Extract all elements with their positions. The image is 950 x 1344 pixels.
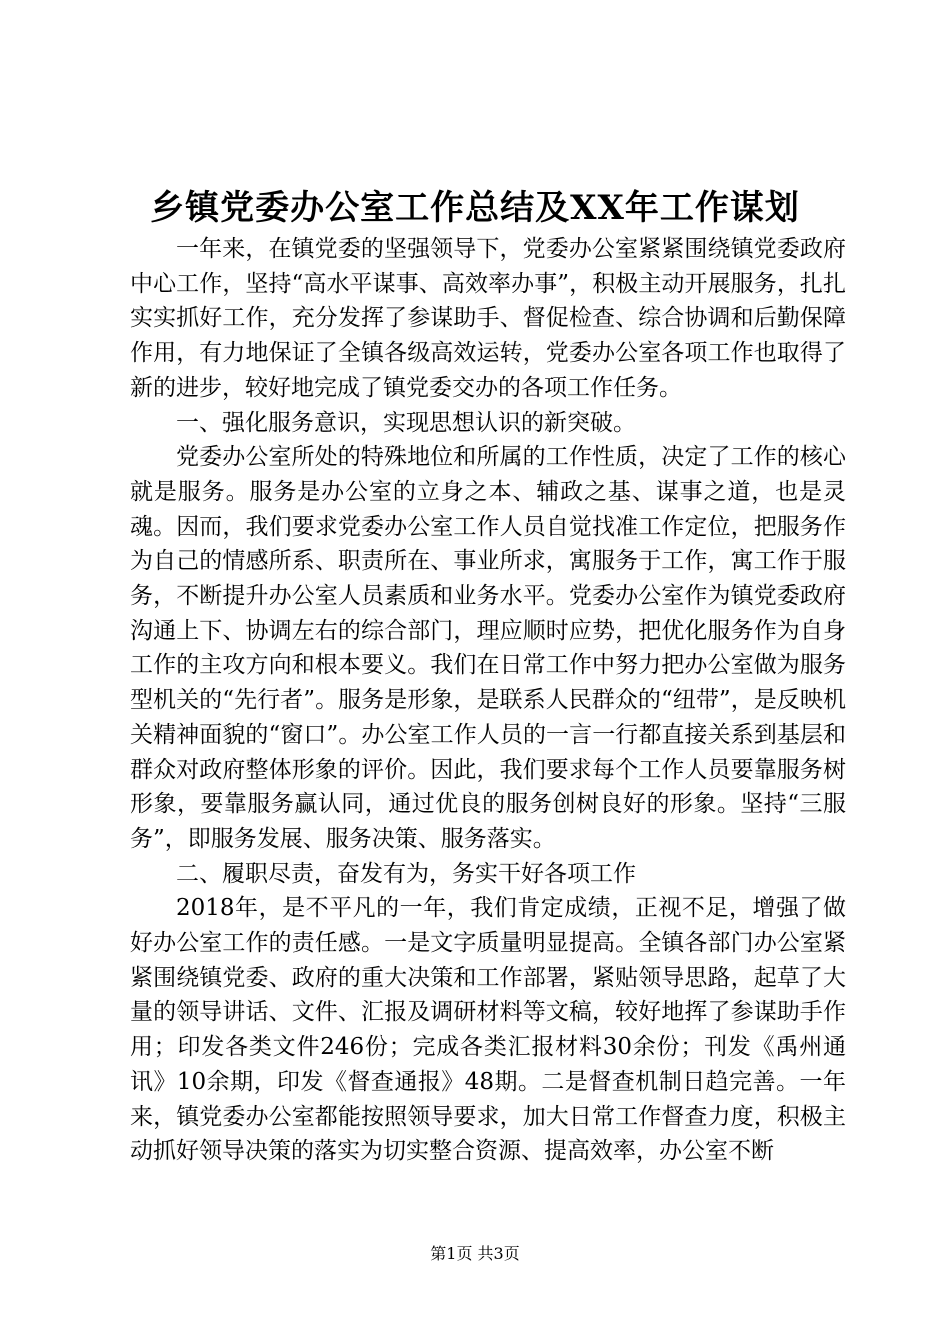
heading-section-1: 一、强化服务意识，实现思想认识的新突破。 [176,409,636,436]
heading-section-2: 二、履职尽责，奋发有为，务实干好各项工作 [176,860,636,887]
paragraph-2018: 2018年，是不平凡的一年，我们肯定成绩，正视不足，增强了做好办公室工作的责任感。一是文字质量明显提高。全镇各部门办公室紧紧围绕镇党委、政府的重大决策和工作部署，紧贴领导思路，起草了大量的领导讲话、文件、汇报及调研材料等文稿，较好地挥了参谋助手作用；印发各类文件246份；完成各类汇报材料30余份；刊发《禹州通讯》10余期，印发《督查通报》48期。二是督查机制日趋完善。一年来，镇党委办公室都能按照领导要求，加大日常工作督查力度，积极主动抓好领导决策的落实为切实整合资源、提高效率，办公室不断 [130,895,846,1165]
paragraph-service: 党委办公室所处的特殊地位和所属的工作性质，决定了工作的核心就是服务。服务是办公室的立身之本、辅政之基、谋事之道，也是灵魂。因而，我们要求党委办公室工作人员自觉找准工作定位，把服务作为自己的情感所系、职责所在、事业所求，寓服务于工作，寓工作于服务，不断提升办公室人员素质和业务水平。党委办公室作为镇党委政府沟通上下、协调左右的综合部门，理应顺时应势，把优化服务作为自身工作的主攻方向和根本要义。我们在日常工作中努力把办公室做为服务型机关的“先行者”。服务是形象，是联系人民群众的“纽带”，是反映机关精神面貌的“窗口”。办公室工作人员的一言一行都直接关系到基层和群众对政府整体形象的评价。因此，我们要求每个工作人员要靠服务树形象，要靠服务赢认同，通过优良的服务创树良好的形象。坚持“三服务”，即服务发展、服务决策、服务落实。 [130,444,846,852]
document-body [130,232,846,1169]
paragraph-intro: 一年来，在镇党委的坚强领导下，党委办公室紧紧围绕镇党委政府中心工作，坚持“高水平谋事、高效率办事”，积极主动开展服务，扎扎实实抓好工作，充分发挥了参谋助手、督促检查、综合协调和后勤保障作用，有力地保证了全镇各级高效运转，党委办公室各项工作也取得了新的进步，较好地完成了镇党委交办的各项工作任务。 [130,236,846,401]
document-title: 乡镇党委办公室工作总结及XX年工作谋划 [150,188,800,228]
page-footer: 第1页 共3页 [430,1244,520,1263]
